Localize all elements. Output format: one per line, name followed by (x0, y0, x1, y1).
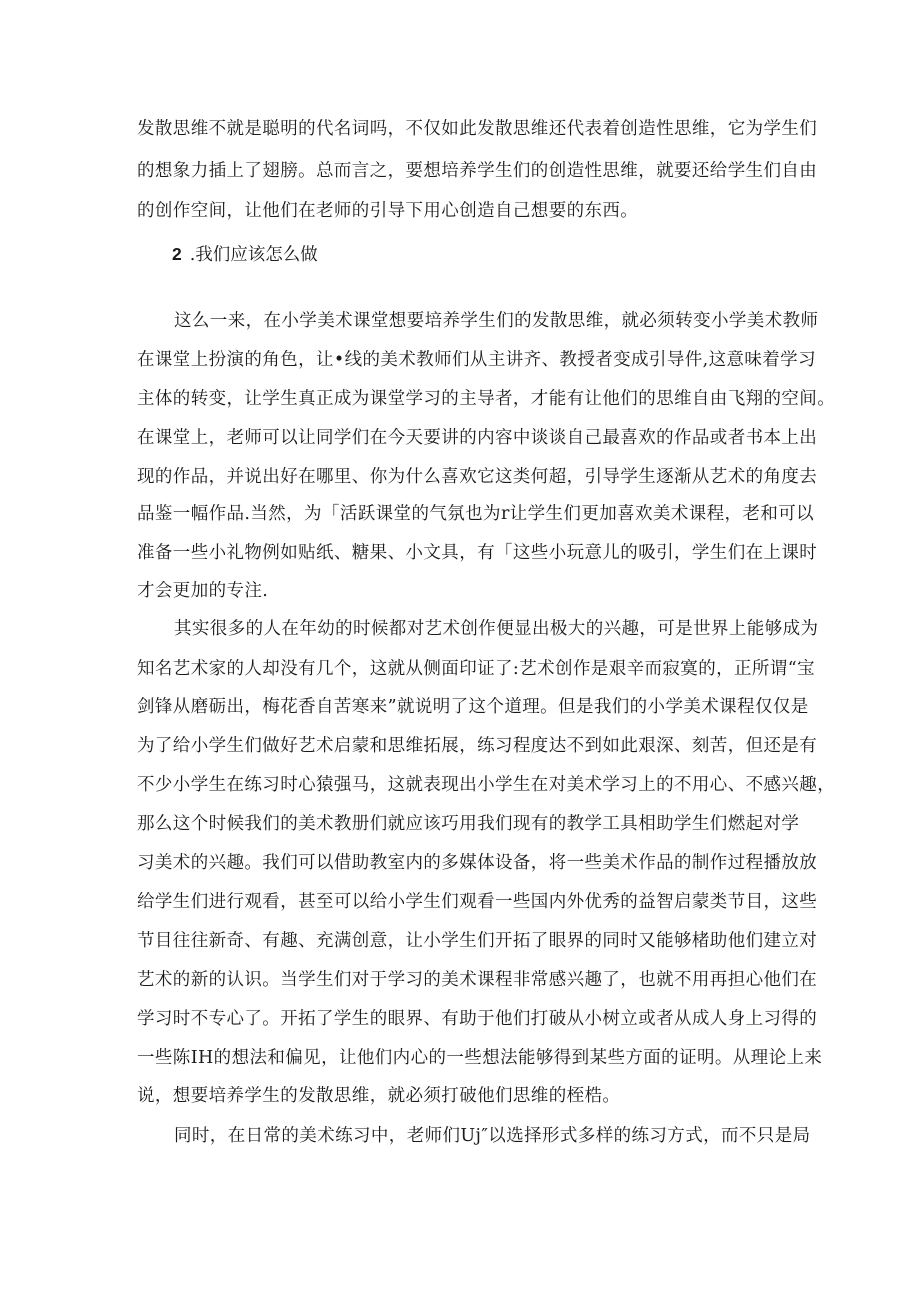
paragraph-line: 发散思维不就是聪明的代名词吗，不仅如此发散思维还代表着创造性思维，它为学生们 (137, 119, 818, 139)
paragraph-line: 剑锋从磨砺出，梅花香自苦寒来”就说明了这个道理。但是我们的小学美术课程仅仅是 (137, 697, 809, 717)
paragraph-line: 那么这个时候我们的美术教册们就应该巧用我们现有的教学工具相助学生们燃起对学 (137, 814, 800, 834)
paragraph-line: 品鉴一幅作品.当然，为「活跃课堂的气氛也为r让学生们更加喜欢美术课程，老和可以 (137, 504, 815, 524)
paragraph-line: 主体的转变，让学生真正成为课堂学习的主导者，才能有让他们的思维自由飞翔的空间。 (137, 389, 836, 409)
paragraph-line: 说，想要培养学生的发散思维，就必须打破他们思维的桎梏。 (137, 1086, 621, 1106)
paragraph-line: 给学生们进行观看，甚至可以给小学生们观看一些国内外优秀的益智启蒙类节目，这些 (137, 892, 818, 912)
paragraph-line: 为了给小学生们做好艺术启蒙和思维拓展，练习程度达不到如此艰深、刻苦，但还是有 (137, 736, 818, 756)
paragraph-line: 在课堂上扮演的角色，让•线的美术教师们从主讲齐、教授者变成引导件,这意味着学习 (137, 350, 816, 370)
paragraph-line: 习美术的兴趣。我们可以借助教室内的多媒体设备，将一些美术作品的制作过程播放放 (137, 853, 818, 873)
section-heading (172, 236, 318, 273)
paragraph-line: 不少小学生在练习时心猿强马，这就表现出小学生在对美术学习上的不用心、不感兴趣， (137, 775, 836, 795)
paragraph-line: 这么一来，在小学美术课堂想要培养学生们的发散思维，就必须转变小学美术教师 (174, 311, 819, 331)
paragraph-line: 同时，在日常的美术练习中，老师们Uj″以选择形式多样的练习方式，而不只是局 (174, 1126, 811, 1146)
paragraph-line: 艺术的新的认识。当学生们对于学习的美术课程非常感兴趣了，也就不用再担心他们在 (137, 970, 818, 990)
paragraph-line: 现的作品，并说出好在哪里、你为什么喜欢它这类何超，引导学生逐渐从艺术的角度去 (137, 467, 818, 487)
paragraph-line: 的创作空间，让他们在老师的引导下用心创造自己想要的东西。 (137, 201, 639, 221)
paragraph-line: 节目往往新奇、有趣、充满创意，让小学生们开拓了眼界的同时又能够楮助他们建立对 (137, 931, 818, 951)
paragraph-line: 其实很多的人在年幼的时候都对艺术创作便显出极大的兴趣，可是世界上能够成为 (174, 619, 819, 639)
paragraph-line: 准备一些小礼物例如贴纸、糖果、小文具，有「这些小玩意儿的吸引，学生们在上课时 (137, 543, 818, 563)
paragraph-line: 在课堂上，老师可以让同学们在今天要讲的内容中谈谈自己最喜欢的作品或者书本上出 (137, 428, 818, 448)
paragraph-line: 一些陈IH的想法和偏见，让他们内心的一些想法能够得到某些方面的证明。从理论上来 (137, 1048, 823, 1068)
section-title: .我们应该怎么做 (189, 245, 318, 265)
paragraph-line: 才会更加的专注. (137, 581, 269, 601)
section-number: 2 (172, 244, 182, 264)
paragraph-line: 知名艺术家的人却没有几个，这就从侧面印证了:艺术创作是艰辛而寂寞的，正所谓“宝 (137, 659, 815, 679)
paragraph-line: 的想象力插上了翅膀。总而言之，要想培养学生们的创造性思维，就要还给学生们自由 (137, 161, 818, 181)
paragraph-line: 学习时不专心了。开拓了学生的眼界、有助于他们打破从小树立或者从成人身上习得的 (137, 1009, 818, 1029)
